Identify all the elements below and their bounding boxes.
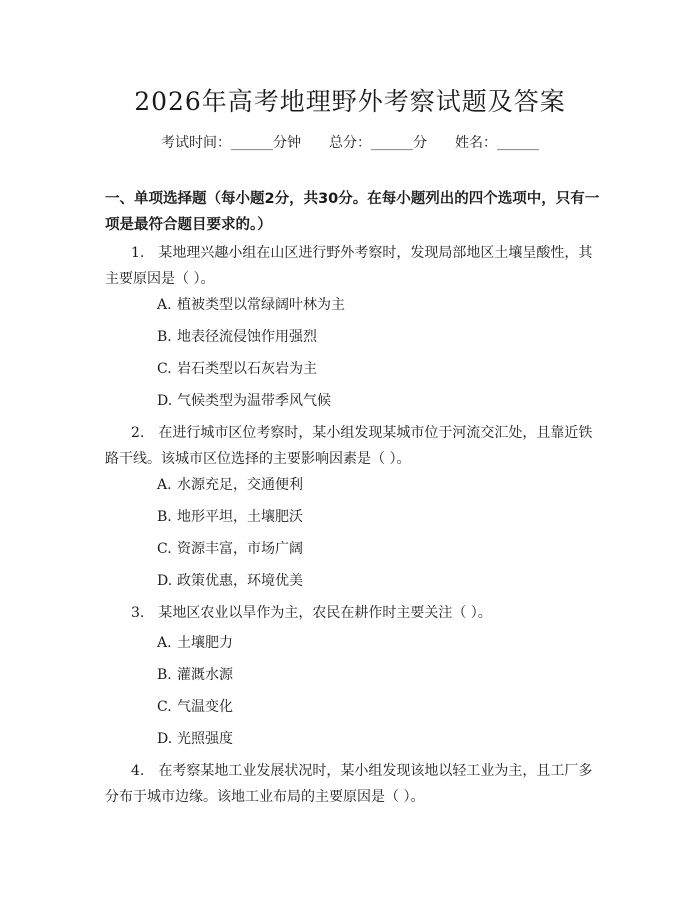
question-3-option-a [157, 633, 233, 653]
question-3-option-d [157, 729, 233, 749]
page-title: 2026年高考地理野外考察试题及答案 [134, 87, 566, 116]
option-text: 气候类型为温带季风气候 [177, 393, 331, 409]
exam-meta [0, 132, 700, 152]
option-letter: D. [157, 393, 173, 409]
option-letter: D. [157, 731, 173, 747]
question-1-stem: 1. 某地理兴趣小组在山区进行野外考察时，发现局部地区土壤呈酸性，其主要原因是（ ）。 [105, 245, 593, 287]
question-1-option-b [157, 327, 317, 347]
question-1-option-a [157, 295, 345, 315]
question-2-stem: 2. 在进行城市区位考察时，某小组发现某城市位于河流交汇处，且靠近铁路干线。该城市区位选择的主要影响因素是（ ）。 [105, 425, 593, 467]
option-text: 灌溉水源 [177, 667, 233, 683]
option-text: 资源丰富，市场广阔 [177, 541, 303, 557]
option-text: 岩石类型以石灰岩为主 [177, 361, 317, 377]
question-3-option-c [157, 697, 233, 717]
question-2-option-c [157, 539, 303, 559]
question-2-option-a [157, 475, 303, 495]
option-letter: D. [157, 573, 173, 589]
question-1-option-c [157, 359, 317, 379]
question-3-stem: 3. 某地区农业以旱作为主，农民在耕作时主要关注（ ）。 [131, 605, 492, 621]
option-text: 水源充足，交通便利 [177, 477, 303, 493]
option-text: 地形平坦，土壤肥沃 [177, 509, 303, 525]
question-3-option-b [157, 665, 233, 685]
exam-name: 姓名：______ [455, 135, 539, 151]
option-letter: C. [157, 361, 172, 377]
option-text: 植被类型以常绿阔叶林为主 [177, 297, 345, 313]
exam-score: 总分：______分 [329, 135, 427, 151]
option-letter: A. [157, 477, 172, 493]
question-2-option-b [157, 507, 303, 527]
option-letter: A. [157, 635, 172, 651]
section-heading: 一、单项选择题（每小题2分，共30分。在每小题列出的四个选项中，只有一项是最符合题目要求的。） [105, 191, 600, 233]
option-text: 地表径流侵蚀作用强烈 [177, 329, 317, 345]
option-letter: A. [157, 297, 172, 313]
exam-time: 考试时间：______分钟 [161, 135, 301, 151]
option-letter: C. [157, 699, 172, 715]
option-text: 政策优惠，环境优美 [177, 573, 303, 589]
option-text: 气温变化 [177, 699, 233, 715]
option-letter: B. [157, 329, 172, 345]
option-letter: C. [157, 541, 172, 557]
option-letter: B. [157, 667, 172, 683]
question-2-option-d [157, 571, 303, 591]
question-4-stem: 4. 在考察某地工业发展状况时，某小组发现该地以轻工业为主，且工厂多分布于城市边缘。该地工业布局的主要原因是（ ）。 [105, 763, 593, 805]
option-letter: B. [157, 509, 172, 525]
question-1-option-d [157, 391, 331, 411]
option-text: 土壤肥力 [177, 635, 233, 651]
option-text: 光照强度 [177, 731, 233, 747]
